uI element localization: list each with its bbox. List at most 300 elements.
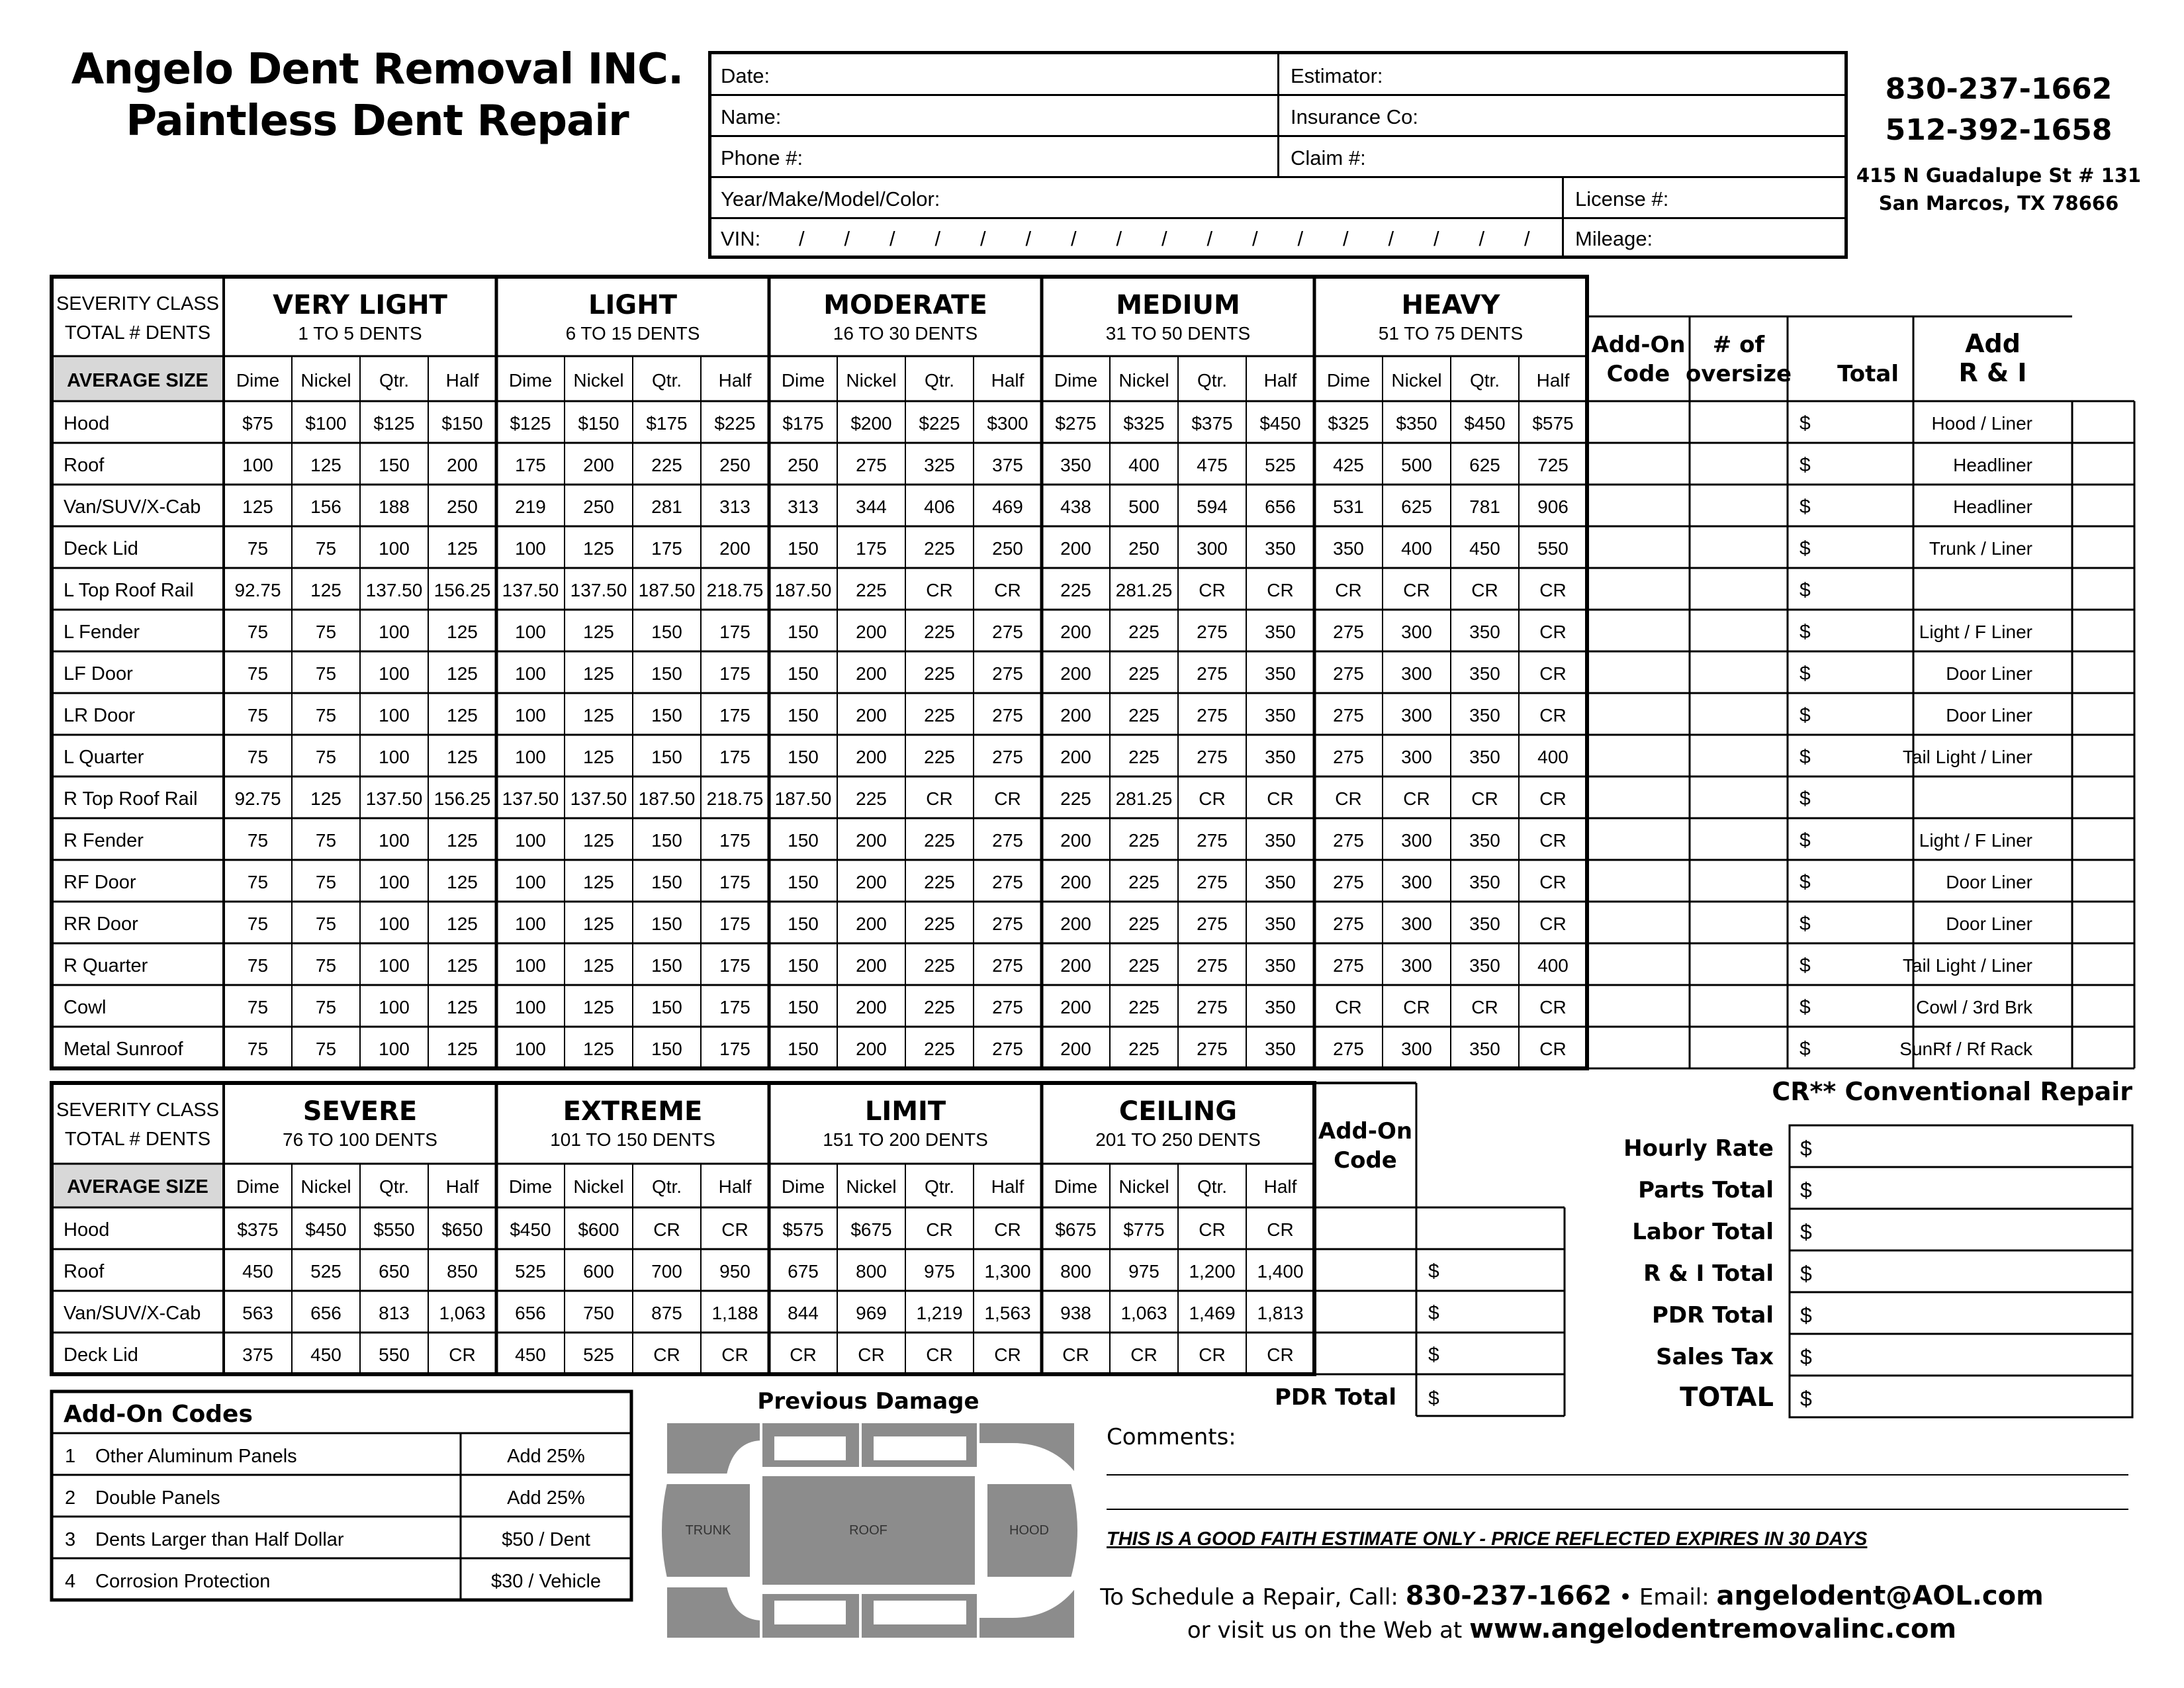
price-cell: 1,813 bbox=[1257, 1303, 1304, 1323]
price-cell: $450 bbox=[1259, 413, 1301, 434]
price-cell: CR bbox=[1539, 663, 1567, 684]
price-cell: 275 bbox=[992, 914, 1023, 934]
previous-damage-title: Previous Damage bbox=[757, 1388, 979, 1415]
price-cell: 813 bbox=[379, 1303, 410, 1323]
price-cell: 350 bbox=[1469, 872, 1500, 892]
price-cell: 450 bbox=[310, 1344, 341, 1365]
price-cell: 75 bbox=[315, 955, 337, 976]
price-cell: 300 bbox=[1401, 747, 1432, 767]
row-total-cell: $ bbox=[1799, 454, 1811, 476]
price-cell: 1,063 bbox=[1120, 1303, 1167, 1323]
price-cell: $100 bbox=[305, 413, 347, 434]
price-cell: 350 bbox=[1265, 955, 1296, 976]
price-cell: 450 bbox=[1469, 538, 1500, 559]
price-cell: 125 bbox=[583, 705, 614, 726]
price-cell: CR bbox=[1539, 997, 1567, 1017]
price-cell: 200 bbox=[1060, 747, 1091, 767]
price-cell: CR bbox=[721, 1219, 749, 1240]
vin-field[interactable]: VIN: bbox=[721, 227, 761, 250]
price-cell: 300 bbox=[1401, 872, 1432, 892]
price-cell: 100 bbox=[515, 538, 546, 559]
ri-cell: Hood / Liner bbox=[1931, 413, 2032, 434]
price-cell: 187.50 bbox=[774, 580, 832, 600]
price-cell: 225 bbox=[1128, 705, 1160, 726]
price-cell: 200 bbox=[1060, 538, 1091, 559]
price-cell: 350 bbox=[1469, 705, 1500, 726]
price-cell: 225 bbox=[1128, 830, 1160, 851]
price-cell: 150 bbox=[651, 663, 682, 684]
price-cell: CR bbox=[994, 580, 1021, 600]
dent-size-header: Qtr. bbox=[1197, 1176, 1228, 1197]
price-cell: 875 bbox=[651, 1303, 682, 1323]
dent-size-header: Qtr. bbox=[379, 1176, 410, 1197]
price-cell: 675 bbox=[788, 1261, 819, 1282]
row-total-cell: $ bbox=[1799, 996, 1811, 1018]
price-cell: 100 bbox=[379, 830, 410, 851]
price-cell: 500 bbox=[1128, 496, 1160, 517]
price-cell: 400 bbox=[1401, 538, 1432, 559]
price-cell: 350 bbox=[1469, 663, 1500, 684]
price-cell: 225 bbox=[924, 830, 955, 851]
totals-label: PDR Total bbox=[1651, 1302, 1774, 1329]
right-fender-panel bbox=[978, 1586, 1075, 1639]
severity-group-range: 201 TO 250 DENTS bbox=[1095, 1129, 1261, 1150]
price-cell: 350 bbox=[1265, 705, 1296, 726]
price-cell: 156 bbox=[310, 496, 341, 517]
price-cell: 600 bbox=[583, 1261, 614, 1282]
panel-label: R Top Roof Rail bbox=[64, 788, 198, 810]
price-cell: 150 bbox=[651, 997, 682, 1017]
price-cell: 350 bbox=[1265, 1039, 1296, 1059]
price-cell: 100 bbox=[242, 455, 273, 475]
price-cell: 100 bbox=[515, 622, 546, 642]
price-cell: 100 bbox=[379, 622, 410, 642]
price-cell: 200 bbox=[1060, 997, 1091, 1017]
price-cell: CR bbox=[653, 1344, 680, 1365]
ri-cell: Door Liner bbox=[1946, 914, 2032, 934]
date-field[interactable]: Date: bbox=[721, 64, 770, 87]
price-cell: CR bbox=[994, 788, 1021, 809]
price-cell: 275 bbox=[992, 1039, 1023, 1059]
totals-field-box bbox=[1790, 1209, 2132, 1250]
left-rear-quarter-panel bbox=[666, 1422, 761, 1475]
severity-group-range: 76 TO 100 DENTS bbox=[283, 1129, 437, 1150]
price-cell: 300 bbox=[1401, 1039, 1432, 1059]
total-header: Total bbox=[1837, 361, 1899, 387]
schedule-line bbox=[1099, 1581, 2044, 1611]
price-cell: 781 bbox=[1469, 496, 1500, 517]
price-cell: 563 bbox=[242, 1303, 273, 1323]
price-cell: CR bbox=[1539, 914, 1567, 934]
price-cell: 350 bbox=[1469, 622, 1500, 642]
addon-code-header: Code bbox=[1334, 1147, 1397, 1174]
price-cell: 75 bbox=[247, 955, 269, 976]
window-cutout bbox=[774, 1601, 846, 1624]
price-cell: 250 bbox=[583, 496, 614, 517]
severity-group-name: LIGHT bbox=[588, 290, 677, 320]
price-cell: 100 bbox=[379, 1039, 410, 1059]
mileage-field[interactable]: Mileage: bbox=[1575, 227, 1653, 250]
price-cell: 225 bbox=[924, 705, 955, 726]
price-cell: 275 bbox=[1333, 705, 1364, 726]
average-size-label: AVERAGE SIZE bbox=[67, 370, 208, 391]
pdr-total-value: $ bbox=[1428, 1387, 1439, 1409]
price-cell: 300 bbox=[1401, 705, 1432, 726]
panel-label: LR Door bbox=[64, 705, 135, 726]
price-cell: 225 bbox=[924, 872, 955, 892]
price-cell: 150 bbox=[788, 830, 819, 851]
price-cell: 1,469 bbox=[1189, 1303, 1236, 1323]
ri-cell: Door Liner bbox=[1946, 872, 2032, 892]
ri-header: R & I bbox=[1958, 358, 2027, 387]
price-cell: 156.25 bbox=[433, 788, 491, 809]
severity-group-name: LIMIT bbox=[864, 1096, 946, 1127]
price-cell: 656 bbox=[515, 1303, 546, 1323]
addon-code-description: Corrosion Protection bbox=[95, 1571, 271, 1592]
price-cell: 906 bbox=[1537, 496, 1569, 517]
price-cell: 150 bbox=[788, 747, 819, 767]
phone-field[interactable]: Phone #: bbox=[721, 146, 803, 169]
vin-slot-divider: / bbox=[1116, 227, 1122, 250]
vin-slot-divider: / bbox=[1524, 227, 1530, 250]
price-cell: 75 bbox=[247, 622, 269, 642]
price-cell: 200 bbox=[1060, 830, 1091, 851]
dent-size-header: Dime bbox=[508, 370, 553, 391]
price-cell: 525 bbox=[1265, 455, 1296, 475]
price-cell: 225 bbox=[1128, 872, 1160, 892]
panel-label: L Fender bbox=[64, 622, 140, 643]
price-cell: 225 bbox=[924, 663, 955, 684]
price-cell: CR bbox=[1539, 1039, 1567, 1059]
price-cell: 281.25 bbox=[1115, 788, 1173, 809]
price-cell: 200 bbox=[856, 914, 887, 934]
dent-size-header: Nickel bbox=[300, 370, 351, 391]
price-cell: CR bbox=[1471, 580, 1498, 600]
estimator-field[interactable]: Estimator: bbox=[1291, 64, 1383, 87]
right-rear-quarter-panel bbox=[666, 1586, 761, 1639]
price-cell: 350 bbox=[1469, 914, 1500, 934]
price-cell: CR bbox=[449, 1344, 476, 1365]
addon-code-number: 3 bbox=[65, 1529, 76, 1550]
contact-text: To Schedule a Repair, Call: bbox=[1100, 1584, 1406, 1611]
price-cell: 156.25 bbox=[433, 580, 491, 600]
price-cell: 275 bbox=[1333, 872, 1364, 892]
price-cell: $125 bbox=[373, 413, 415, 434]
price-cell: 225 bbox=[924, 997, 955, 1017]
price-cell: 275 bbox=[1197, 830, 1228, 851]
panel-label: Deck Lid bbox=[64, 538, 138, 559]
price-cell: 200 bbox=[1060, 705, 1091, 726]
price-cell: 150 bbox=[651, 1039, 682, 1059]
price-cell: 725 bbox=[1537, 455, 1569, 475]
ri-cell: Light / F Liner bbox=[1919, 830, 2032, 851]
price-cell: 75 bbox=[315, 872, 337, 892]
dent-size-header: Dime bbox=[1054, 370, 1098, 391]
severity-class-label: SEVERITY CLASS bbox=[56, 1100, 220, 1121]
price-cell: 275 bbox=[1333, 622, 1364, 642]
price-cell: 300 bbox=[1197, 538, 1228, 559]
severity-group-range: 51 TO 75 DENTS bbox=[1378, 323, 1524, 344]
addon-code-number: 2 bbox=[65, 1487, 76, 1509]
panel-label: Roof bbox=[64, 1261, 105, 1282]
price-cell: 150 bbox=[651, 914, 682, 934]
vin-slot-divider: / bbox=[1297, 227, 1304, 250]
totals-label: Labor Total bbox=[1632, 1219, 1774, 1245]
price-cell: 188 bbox=[379, 496, 410, 517]
vin-slot-divider: / bbox=[1479, 227, 1485, 250]
vin-slot-divider: / bbox=[934, 227, 941, 250]
vin-slot-divider: / bbox=[980, 227, 986, 250]
ri-cell: Door Liner bbox=[1946, 705, 2032, 726]
price-cell: $775 bbox=[1123, 1219, 1165, 1240]
ri-cell: Cowl / 3rd Brk bbox=[1916, 997, 2032, 1017]
row-total-cell: $ bbox=[1799, 621, 1811, 643]
price-cell: 550 bbox=[1537, 538, 1569, 559]
vin-slot-divider: / bbox=[1161, 227, 1167, 250]
price-cell: 137.50 bbox=[365, 580, 423, 600]
price-cell: 275 bbox=[992, 997, 1023, 1017]
vin-slot-divider: / bbox=[1433, 227, 1439, 250]
price-cell: 275 bbox=[1333, 830, 1364, 851]
price-cell: 300 bbox=[1401, 914, 1432, 934]
price-cell: 250 bbox=[1128, 538, 1160, 559]
price-cell: 187.50 bbox=[638, 580, 696, 600]
price-cell: 125 bbox=[447, 622, 478, 642]
price-cell: 100 bbox=[515, 914, 546, 934]
price-cell: $150 bbox=[441, 413, 483, 434]
ri-cell: Light / F Liner bbox=[1919, 622, 2032, 642]
price-cell: $550 bbox=[373, 1219, 415, 1240]
price-cell: 175 bbox=[719, 663, 751, 684]
price-cell: $125 bbox=[510, 413, 551, 434]
price-cell: 275 bbox=[1197, 1039, 1228, 1059]
panel-label: Deck Lid bbox=[64, 1344, 138, 1366]
price-cell: 175 bbox=[719, 955, 751, 976]
price-cell: $375 bbox=[1191, 413, 1233, 434]
row-total-cell: $ bbox=[1799, 704, 1811, 726]
addon-code-number: 4 bbox=[65, 1571, 76, 1592]
severity-group-range: 1 TO 5 DENTS bbox=[298, 323, 422, 344]
price-cell: 75 bbox=[315, 538, 337, 559]
price-cell: 75 bbox=[247, 538, 269, 559]
totals-field-box bbox=[1790, 1334, 2132, 1376]
severity-class-label: SEVERITY CLASS bbox=[56, 293, 220, 314]
price-cell: 375 bbox=[992, 455, 1023, 475]
price-cell: 100 bbox=[379, 538, 410, 559]
price-cell: $325 bbox=[1328, 413, 1369, 434]
row-total-cell: $ bbox=[1799, 1038, 1811, 1060]
price-cell: CR bbox=[926, 580, 953, 600]
panel-label: RF Door bbox=[64, 872, 136, 893]
price-cell: 350 bbox=[1469, 747, 1500, 767]
price-cell: CR bbox=[858, 1344, 885, 1365]
price-cell: 1,219 bbox=[916, 1303, 963, 1323]
price-cell: 100 bbox=[515, 663, 546, 684]
severity-group-name: MODERATE bbox=[823, 290, 987, 320]
price-cell: 125 bbox=[583, 538, 614, 559]
price-cell: 225 bbox=[924, 622, 955, 642]
price-cell: 281.25 bbox=[1115, 580, 1173, 600]
price-cell: 150 bbox=[788, 997, 819, 1017]
insurance-field[interactable]: Insurance Co: bbox=[1291, 105, 1418, 128]
price-cell: 137.50 bbox=[570, 580, 627, 600]
price-cell: 250 bbox=[992, 538, 1023, 559]
totals-label: Hourly Rate bbox=[1623, 1135, 1774, 1162]
price-cell: 225 bbox=[924, 1039, 955, 1059]
website-url[interactable]: www.angelodentremovalinc.com bbox=[1469, 1614, 1957, 1644]
price-cell: 275 bbox=[1197, 705, 1228, 726]
price-cell: 100 bbox=[515, 705, 546, 726]
price-cell: 200 bbox=[856, 955, 887, 976]
dent-size-header: Nickel bbox=[1118, 370, 1169, 391]
price-cell: 275 bbox=[1333, 1039, 1364, 1059]
price-cell: 75 bbox=[315, 1039, 337, 1059]
price-cell: 150 bbox=[651, 955, 682, 976]
name-field[interactable]: Name: bbox=[721, 105, 782, 128]
price-cell: 137.50 bbox=[502, 580, 559, 600]
severity-group-range: 6 TO 15 DENTS bbox=[565, 323, 700, 344]
price-cell: 656 bbox=[1265, 496, 1296, 517]
price-cell: $175 bbox=[782, 413, 824, 434]
totals-label: Parts Total bbox=[1638, 1177, 1774, 1203]
price-cell: 125 bbox=[447, 747, 478, 767]
price-cell: 350 bbox=[1265, 830, 1296, 851]
phone-number-1: 830-237-1662 bbox=[1885, 72, 2113, 106]
price-cell: 175 bbox=[719, 1039, 751, 1059]
price-cell: 225 bbox=[1128, 1039, 1160, 1059]
ri-header: Add bbox=[1965, 329, 2021, 358]
price-cell: $575 bbox=[1532, 413, 1574, 434]
license-field[interactable]: License #: bbox=[1575, 187, 1669, 211]
price-cell: CR bbox=[1471, 997, 1498, 1017]
price-cell: 100 bbox=[379, 914, 410, 934]
price-cell: 200 bbox=[1060, 914, 1091, 934]
price-cell: 800 bbox=[1060, 1261, 1091, 1282]
panel-label: Van/SUV/X-Cab bbox=[64, 1303, 201, 1324]
row-total-cell: $ bbox=[1799, 412, 1811, 434]
totals-label: R & I Total bbox=[1643, 1260, 1774, 1287]
price-cell: 275 bbox=[992, 663, 1023, 684]
vin-slot-divider: / bbox=[889, 227, 895, 250]
dent-size-header: Dime bbox=[781, 1176, 825, 1197]
price-cell: 150 bbox=[651, 830, 682, 851]
dent-size-header: Qtr. bbox=[651, 1176, 682, 1197]
oversize-header: # of bbox=[1712, 332, 1765, 358]
price-cell: CR bbox=[1539, 705, 1567, 726]
company-title: Angelo Dent Removal INC. bbox=[71, 45, 684, 94]
price-cell: 150 bbox=[788, 663, 819, 684]
price-cell: $150 bbox=[578, 413, 619, 434]
price-cell: 225 bbox=[924, 747, 955, 767]
price-cell: CR bbox=[1403, 997, 1430, 1017]
severity-group-name: VERY LIGHT bbox=[273, 290, 447, 320]
price-cell: 150 bbox=[651, 747, 682, 767]
price-cell: 137.50 bbox=[570, 788, 627, 809]
price-cell: $450 bbox=[510, 1219, 551, 1240]
dent-size-header: Nickel bbox=[1391, 370, 1442, 391]
price-cell: 125 bbox=[310, 580, 341, 600]
price-cell: 400 bbox=[1128, 455, 1160, 475]
price-cell: 225 bbox=[856, 580, 887, 600]
price-cell: 125 bbox=[447, 705, 478, 726]
addon-code-value: $50 / Dent bbox=[502, 1529, 590, 1550]
price-cell: $450 bbox=[1464, 413, 1506, 434]
panel-label: R Quarter bbox=[64, 955, 148, 976]
claim-field[interactable]: Claim #: bbox=[1291, 146, 1366, 169]
vehicle-field[interactable]: Year/Make/Model/Color: bbox=[721, 187, 940, 211]
price-cell: 75 bbox=[315, 705, 337, 726]
dent-size-header: Half bbox=[718, 370, 752, 391]
price-cell: 75 bbox=[247, 872, 269, 892]
price-cell: 438 bbox=[1060, 496, 1091, 517]
price-cell: $675 bbox=[850, 1219, 892, 1240]
dent-size-header: Dime bbox=[236, 1176, 280, 1197]
price-cell: 100 bbox=[379, 955, 410, 976]
price-cell: 137.50 bbox=[365, 788, 423, 809]
price-cell: 500 bbox=[1401, 455, 1432, 475]
dent-size-header: Nickel bbox=[1118, 1176, 1169, 1197]
price-cell: 150 bbox=[788, 622, 819, 642]
price-cell: $75 bbox=[242, 413, 273, 434]
dent-size-header: Half bbox=[445, 370, 479, 391]
price-cell: 125 bbox=[447, 1039, 478, 1059]
price-cell: CR bbox=[1403, 788, 1430, 809]
price-cell: 250 bbox=[719, 455, 751, 475]
price-cell: 325 bbox=[924, 455, 955, 475]
price-cell: CR bbox=[1130, 1344, 1158, 1365]
price-cell: $325 bbox=[1123, 413, 1165, 434]
price-cell: 350 bbox=[1265, 997, 1296, 1017]
price-cell: 344 bbox=[856, 496, 887, 517]
price-cell: 250 bbox=[788, 455, 819, 475]
price-cell: $375 bbox=[237, 1219, 279, 1240]
price-cell: 250 bbox=[447, 496, 478, 517]
price-cell: CR bbox=[1539, 622, 1567, 642]
panel-label: Cowl bbox=[64, 997, 107, 1018]
price-cell: CR bbox=[1335, 997, 1362, 1017]
price-cell: 125 bbox=[583, 997, 614, 1017]
contact-highlight: 830-237-1662 bbox=[1405, 1581, 1612, 1611]
price-cell: 125 bbox=[447, 997, 478, 1017]
price-cell: CR bbox=[1539, 788, 1567, 809]
price-cell: 150 bbox=[788, 872, 819, 892]
price-cell: 350 bbox=[1060, 455, 1091, 475]
price-cell: 125 bbox=[583, 663, 614, 684]
price-cell: CR bbox=[994, 1344, 1021, 1365]
severity-group-name: EXTREME bbox=[563, 1096, 703, 1127]
price-cell: 1,300 bbox=[984, 1261, 1031, 1282]
ri-cell: SunRf / Rf Rack bbox=[1899, 1039, 2032, 1059]
price-cell: 125 bbox=[447, 538, 478, 559]
dent-size-header: Half bbox=[1536, 370, 1570, 391]
addon-code-value: $30 / Vehicle bbox=[490, 1571, 602, 1592]
contact-highlight: angelodent@AOL.com bbox=[1716, 1581, 2044, 1611]
price-cell: CR bbox=[1199, 1219, 1226, 1240]
panel-label: Van/SUV/X-Cab bbox=[64, 496, 201, 518]
website-line bbox=[1187, 1614, 1956, 1644]
totals-label: TOTAL bbox=[1680, 1382, 1774, 1413]
price-cell: 75 bbox=[247, 705, 269, 726]
price-cell: 300 bbox=[1401, 955, 1432, 976]
price-cell: 350 bbox=[1265, 747, 1296, 767]
panel-label: Roof bbox=[64, 455, 105, 476]
price-cell: 300 bbox=[1401, 830, 1432, 851]
price-cell: 200 bbox=[856, 663, 887, 684]
price-cell: 275 bbox=[1197, 955, 1228, 976]
price-cell: 800 bbox=[856, 1261, 887, 1282]
price-cell: CR bbox=[1403, 580, 1430, 600]
price-cell: 125 bbox=[242, 496, 273, 517]
